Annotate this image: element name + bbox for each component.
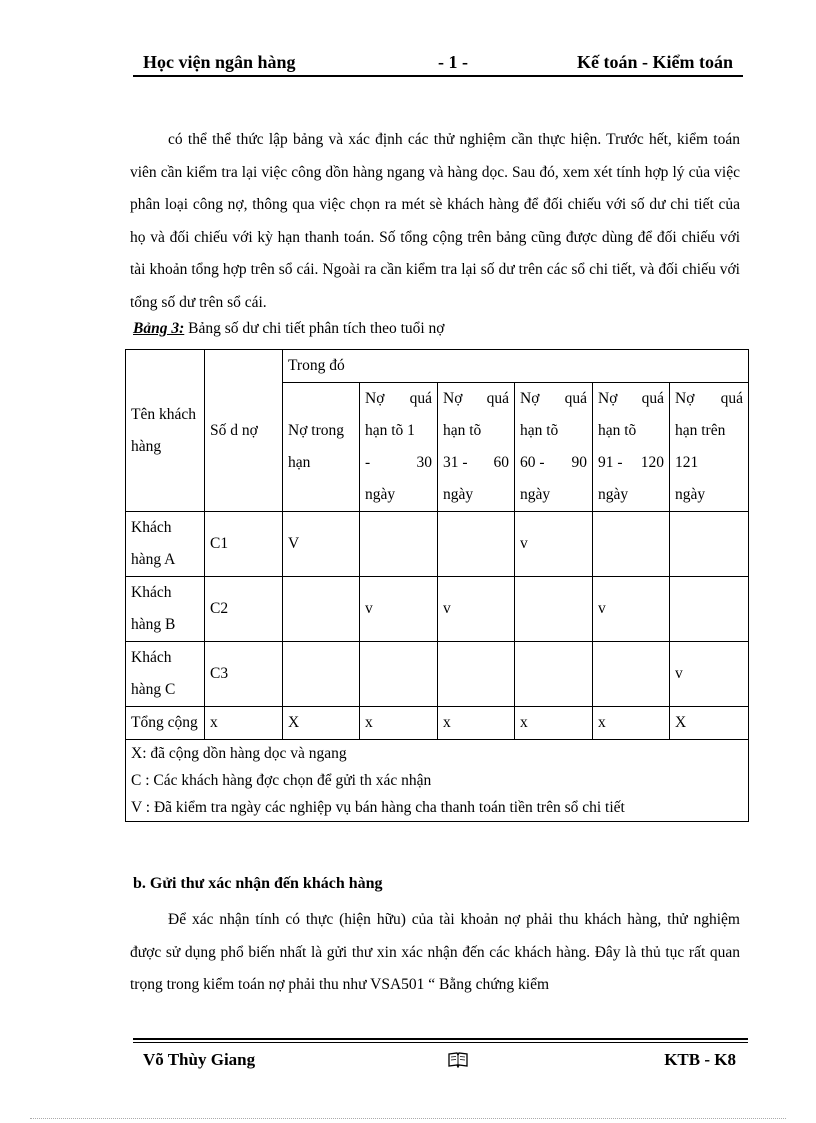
header-overdue-5: Nợ quá hạn trên 121 ngày — [670, 383, 749, 512]
header-in-term: Nợ trong hạn — [283, 383, 360, 512]
table-caption — [133, 320, 445, 338]
header-overdue-3: Nợ quá hạn tõ 60 - 90 ngày — [515, 383, 593, 512]
footer-class: KTB - K8 — [664, 1050, 736, 1069]
table-row-total: Tổng cộng x X x x x x X — [126, 707, 749, 740]
header-institution: Học viện ngân hàng — [143, 52, 296, 72]
paragraph-1-text: có thể thể thức lập bảng và xác định các thử nghiệm cần thực hiện. Trước hết, kiểm toán viên cần kiểm tra lại việc công dồn hàng ngang và hàng dọc. Sau đó, xem xét tính hợp lý của việc phân loại công nợ, thông qua việc chọn ra mét sè khách hàng để đối chiếu với số dư chi tiết của họ và đối chiếu với kỳ hạn thanh toán. Số tổng cộng trên bảng cũng được dùng để đối chiếu với tài khoản tổng hợp trên sổ cái. Ngoài ra cần kiểm tra lại số dư trên các sổ chi tiết, và đối chiếu với tổng số dư trên sổ cái. — [130, 131, 740, 311]
table-caption-text: Bảng số dư chi tiết phân tích theo tuổi nợ — [188, 320, 445, 337]
page-footer — [133, 1050, 748, 1074]
table-row: Khách hàng B C2 v v v — [126, 577, 749, 642]
body-paragraph-2 — [130, 904, 740, 1002]
body-paragraph-1 — [130, 124, 740, 319]
header-balance: Số d nợ — [205, 350, 283, 512]
page-header — [133, 50, 743, 76]
header-page-number: - 1 - — [438, 52, 468, 72]
paragraph-2-text: Để xác nhận tính có thực (hiện hữu) của tài khoản nợ phải thu khách hàng, thử nghiệm được sử dụng phổ biến nhất là gửi thư xin xác nhận đến các khách hàng. Đây là thủ tục rất quan trọng trong kiểm toán nợ phải thu như VSA501 “ Bằng chứng kiểm — [130, 911, 740, 993]
table-notes — [126, 740, 749, 822]
table-header-row-1 — [126, 350, 749, 383]
header-group: Trong đó — [283, 350, 749, 383]
note-c: C : Các khách hàng đợc chọn để gửi th xác nhận — [131, 772, 432, 789]
footer-rule-thin — [133, 1042, 748, 1043]
header-overdue-1: Nợ quá hạn tõ 1 - 30 ngày — [360, 383, 438, 512]
header-rule — [133, 75, 743, 77]
table-notes-row — [126, 740, 749, 822]
table-row: Khách hàng A C1 V v — [126, 512, 749, 577]
footer-rule — [133, 1038, 748, 1040]
header-customer: Tên khách hàng — [126, 350, 205, 512]
note-x: X: đã cộng dồn hàng dọc và ngang — [131, 745, 347, 762]
header-overdue-4: Nợ quá hạn tõ 91 - 120 ngày — [593, 383, 670, 512]
aging-table — [125, 349, 749, 822]
book-icon — [448, 1052, 468, 1073]
note-v: V : Đã kiểm tra ngày các nghiệp vụ bán hàng cha thanh toán tiền trên sổ chi tiết — [131, 799, 625, 816]
header-overdue-2: Nợ quá hạn tõ 31 - 60 ngày — [438, 383, 515, 512]
table-row: Khách hàng C C3 v — [126, 642, 749, 707]
header-department: Kế toán - Kiểm toán — [577, 52, 733, 72]
section-title: b. Gửi thư xác nhận đến khách hàng — [133, 875, 383, 892]
table-caption-label: Bảng 3: — [133, 320, 185, 337]
footer-author: Võ Thùy Giang — [143, 1050, 256, 1069]
page-bottom-border — [30, 1118, 786, 1119]
